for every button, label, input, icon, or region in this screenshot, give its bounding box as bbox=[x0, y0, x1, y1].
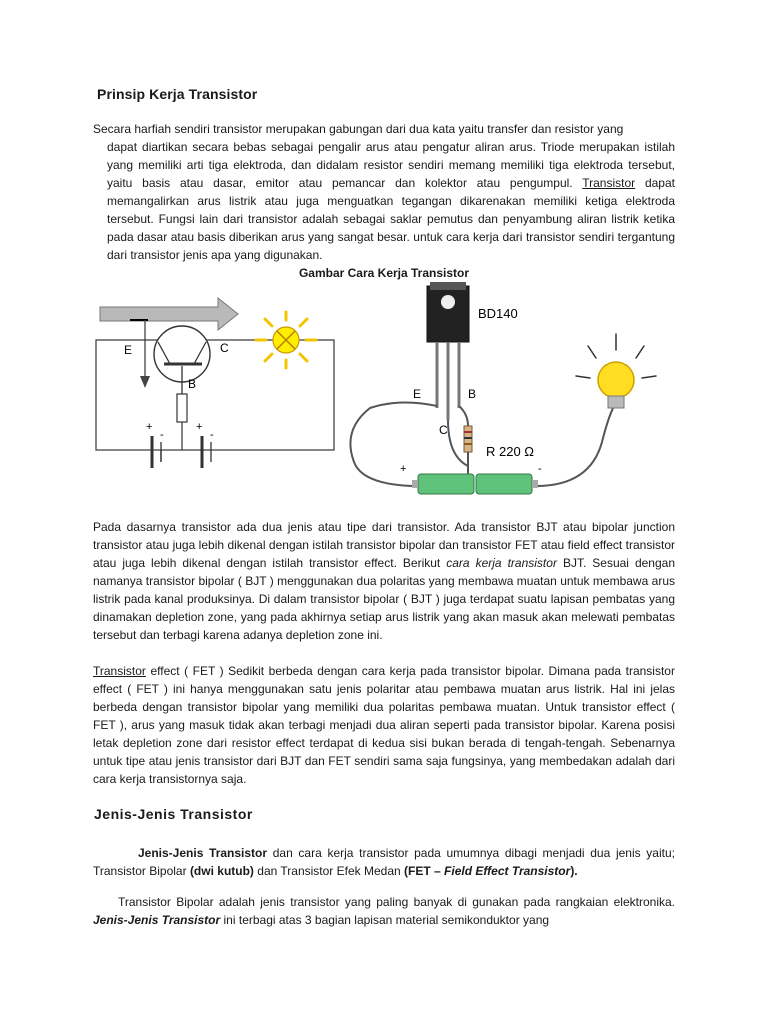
paragraph-text: dan Transistor Efek Medan bbox=[257, 864, 401, 878]
paragraph-text: ini terbagi atas 3 bagian lapisan material semikonduktor yang bbox=[223, 913, 550, 927]
bd140-tab bbox=[430, 282, 466, 290]
paragraph-text: dapat diartikan secara bebas sebagai pengalir arus atau pengatur aliran arus. Triode merupakan istilah yang memiliki arti tiga elektroda, dan didalam resistor sendiri memang memiliki tiga elektroda tersebut, yaitu basis atau dasar, emitor atau pemancar dan kolektor atau pengumpul. bbox=[107, 140, 675, 190]
paragraph-continuation bbox=[93, 138, 675, 264]
paragraph-types bbox=[93, 844, 675, 880]
italic-phrase: cara kerja transistor bbox=[446, 556, 557, 570]
bjt-circuit-diagram bbox=[90, 290, 350, 495]
base-resistor bbox=[177, 394, 187, 422]
bold-italic-phrase: Field Effect Transistor bbox=[444, 864, 571, 878]
bd140-mounting-hole bbox=[441, 295, 455, 309]
light-bulb-icon bbox=[598, 362, 634, 398]
battery-cell bbox=[418, 474, 474, 494]
resistor-label: R 220 Ω bbox=[486, 444, 535, 459]
battery-minus-label: - bbox=[538, 463, 542, 475]
paragraph-bjt bbox=[93, 518, 675, 644]
circuit-wires bbox=[350, 402, 614, 486]
collector-label: C bbox=[439, 423, 448, 437]
bold-phrase: (FET – bbox=[404, 864, 441, 878]
battery-cell bbox=[476, 474, 532, 494]
paragraph-intro bbox=[93, 120, 675, 264]
paragraph-bipolar bbox=[93, 893, 675, 929]
base-label: B bbox=[188, 377, 197, 391]
paragraph-text: Pada dasarnya transistor ada dua jenis atau tipe dari transistor. Ada transistor BJT atau bipolar junction transistor atau juga lebih dikenal dengan istilah transistor bipolar dan transistor FET atau field effect transistor atau juga lebih dikenal dengan istilah transistor effect. Berikut bbox=[93, 520, 675, 570]
figure-title: Gambar Cara Kerja Transistor bbox=[298, 266, 470, 280]
paragraph-fet bbox=[93, 662, 675, 788]
paragraph-text: effect ( FET ) Sedikit berbeda dengan cara kerja pada transistor bipolar. Dimana pada transistor effect ( FET ) ini hanya menggunakan satu jenis polaritar atau pembawa muatan arus listrik. Hal ini jelas berbeda dengan transistor bipolar yang memiliki dua polaritas pembawa muatan. Untuk transistor effect ( FET ), arus yang masuk tidak akan terbagi menjadi dua aliran seperti pada transistor bipolar. Karena posisi letak depletion zone dari resistor effect terdapat di kedua sisi bukan berada di tengah-tengah. Sebenarnya untuk tipe atau jenis transistor dari BJT dan FET sendiri sama saja fungsinya, yang membedakan adalah dari cara kerja transistornya saja. bbox=[93, 664, 675, 786]
part-number-label: BD140 bbox=[478, 306, 518, 321]
bd140-circuit-diagram bbox=[340, 280, 660, 505]
paragraph-text: dapat memangalirkan arus listrik atau juga menguatkan tegangan dikarenakan memiliki ketiga elektroda tersebut. Fungsi lain dari transistor adalah sebagai saklar pemutus dan penyambung aliran listrik ketika pada dasar atau basis diberikan arus yang sangat besar. untuk cara kerja dari transistor sendiri tergantung dari transistor jenis apa yang digunakan. bbox=[107, 176, 675, 262]
emitter-label: E bbox=[124, 343, 133, 357]
battery-plus-label: + bbox=[196, 421, 203, 433]
emitter-arrow-head bbox=[140, 376, 150, 388]
bold-phrase: Jenis-Jenis Transistor bbox=[138, 846, 268, 860]
battery-plus-label: + bbox=[146, 421, 153, 433]
bold-italic-phrase: Jenis-Jenis Transistor bbox=[93, 913, 221, 927]
bd140-transistor-body bbox=[427, 286, 469, 342]
emitter-label: E bbox=[413, 387, 422, 401]
battery-minus-label: - bbox=[160, 429, 164, 441]
section-heading: Jenis-Jenis Transistor bbox=[94, 806, 253, 822]
battery-terminal bbox=[412, 480, 418, 488]
base-label: B bbox=[468, 387, 477, 401]
light-bulb-base bbox=[608, 396, 624, 408]
page-title: Prinsip Kerja Transistor bbox=[97, 86, 258, 102]
battery-minus-label: - bbox=[210, 429, 214, 441]
paragraph-text: dan cara kerja transistor pada umumnya dibagi menjadi dua jenis yaitu; Transistor Bipolar bbox=[93, 846, 675, 878]
bd140-legs bbox=[437, 342, 459, 420]
transistor-link[interactable]: Transistor bbox=[93, 664, 146, 678]
paragraph-line: Secara harfiah sendiri transistor merupakan gabungan dari dua kata yaitu transfer dan resistor yang bbox=[93, 122, 624, 136]
transistor-link[interactable]: Transistor bbox=[582, 176, 636, 190]
bold-phrase: (dwi kutub) bbox=[189, 864, 254, 878]
battery-terminal bbox=[532, 480, 538, 488]
current-arrow bbox=[100, 298, 238, 330]
paragraph-text: Transistor Bipolar adalah jenis transistor yang paling banyak di gunakan pada rangkaian elektronika. bbox=[118, 895, 675, 909]
battery-plus-label: + bbox=[400, 463, 407, 475]
paragraph-text: BJT. Sesuai dengan namanya transistor bipolar ( BJT ) menggunakan dua polaritas yang membawa muatan untuk membawa arus listrik pada kanal produksinya. Di dalam transistor bipolar ( BJT ) juga terdapat suatu lapisan pembatas yang dinamakan depletion zone, yang pada akhirnya setiap arus listrik yang akan masuk akan melewati pembatas tersebut dan terbagi karena adanya depletion zone ini. bbox=[93, 556, 675, 642]
collector-label: C bbox=[220, 341, 229, 355]
bold-phrase: ). bbox=[570, 864, 578, 878]
